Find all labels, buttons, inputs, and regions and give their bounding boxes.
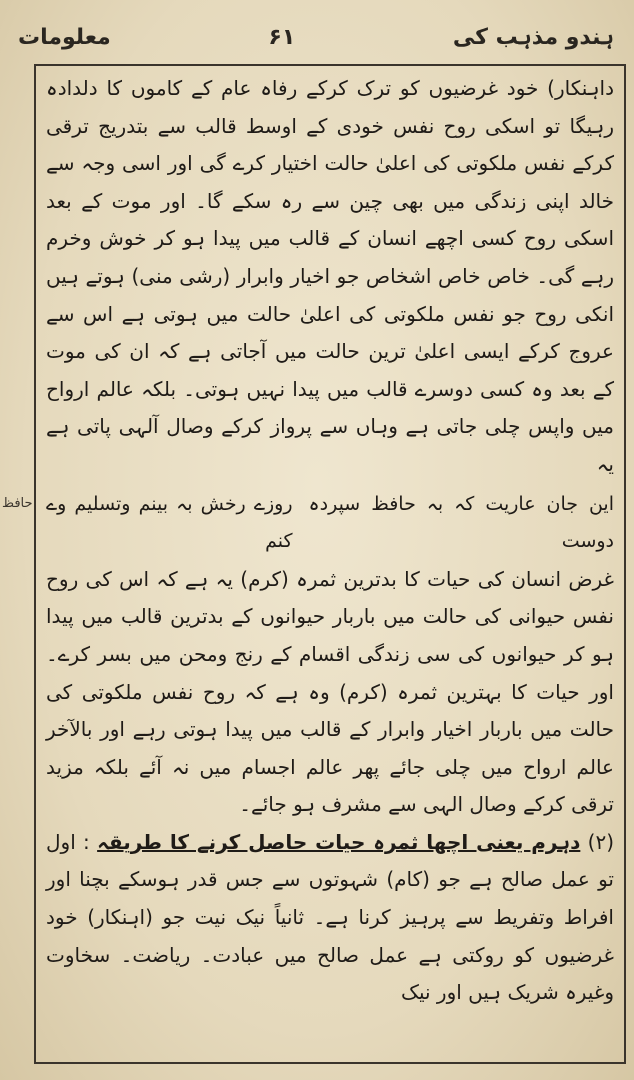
page-number: ۶۱ — [268, 24, 296, 50]
paragraph-2: غرض انسان کی حیات کا بدترین ثمرہ (کرم) یہ ہے کہ اس کی روح نفس حیوانی کی حالت میں باربار حیوانوں کے بدترین قالب میں پیدا ہو کر حیوانوں کی سی زندگی اقسام کے رنج ومحن میں بسر کرے۔ اور حیات کا بہترین ثمرہ (کرم) وہ ہے کہ روح نفس ملکوتی کی حالت میں باربار اخیار وابرار کے قالب میں پیدا ہوتی رہے اور بالآخر عالم ارواح میں چلی جائے پھر عالم اجسام میں نہ آئے بلکہ مزید ترقی کرکے وصال الہی سے مشرف ہو جائے۔ — [46, 566, 614, 817]
page-header — [18, 8, 614, 66]
persian-verse — [46, 486, 614, 561]
margin-note: حافظ — [2, 496, 33, 511]
section-number: (۲) — [587, 829, 615, 854]
verse-first-hemistich: این جان عاریت کہ بہ حافظ سپردہ دوست — [308, 492, 614, 553]
verse-second-hemistich: روزے رخش بہ بینم وتسلیم وے کنم — [46, 492, 293, 553]
paragraph-3 — [46, 824, 614, 1012]
running-title-right: ہندو مذہب کی — [452, 24, 614, 50]
running-title-left: معلومات — [18, 24, 111, 50]
paragraph-1: داہنکار) خود غرضیوں کو ترک کرکے رفاہ عام کے کاموں کا دلدادہ رہیگا تو اسکی روح نفس خودی کے اوسط قالب سے بتدریج ترقی کرکے نفس ملکوتی کی اعلیٰ حالت اختیار کرے گی اور اسی وجہ سے خالد اپنی زندگی میں بھی چین سے رہ سکے گا۔ اور موت کے بعد اسکی روح کسی اچھے انسان کے قالب میں پیدا ہو کر خوش وخرم رہے گی۔ خاص خاص اشخاص جو اخیار وابرار (رشی منی) ہوتے ہیں انکی روح جو نفس ملکوتی کی اعلیٰ حالت میں ہوتی ہے اس سے عروج کرکے ایسی اعلیٰ ترین حالت میں آجاتی ہے کہ ان کی موت کے بعد وہ کسی دوسرے قالب میں پیدا نہیں ہوتی۔ بلکہ عالم ارواح میں واپس چلی جاتی ہے وہاں سے پرواز کرکے وصال آلہی پاتی ہے یہ — [46, 76, 614, 476]
section-heading: دہرم یعنی اچھا ثمرہ حیات حاصل کرنے کا طریقہ — [97, 829, 581, 854]
paragraph-3-text: : اول تو عمل صالح ہے جو (کام) شہوتوں سے جس قدر ہوسکے بچنا اور افراط وتفریط سے پرہیز کرنا ہے۔ ثانیاً نیک نیت جو (اہنکار) خود غرضیوں کو روکتی ہے عمل صالح میں عبادت۔ ریاضت۔ سخاوت وغیرہ شریک ہیں اور نیک — [46, 829, 614, 1005]
page-body — [46, 70, 614, 1012]
